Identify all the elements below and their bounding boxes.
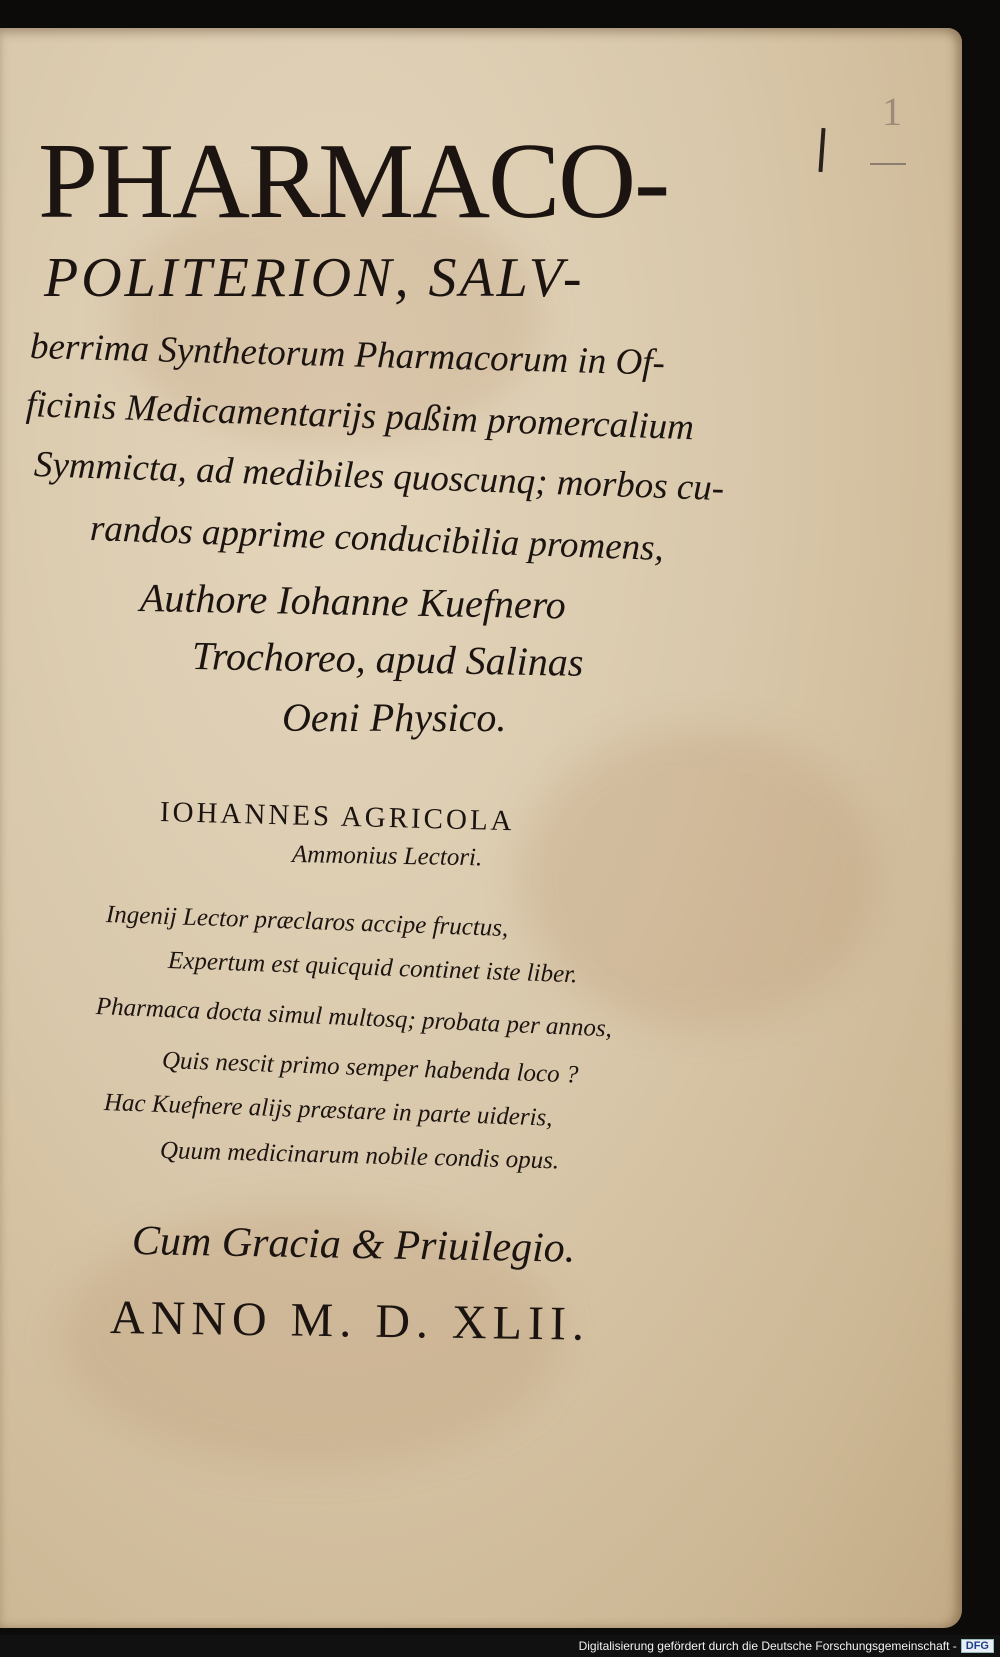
title-line-3: berrima Synthetorum Pharmacorum in Of- [29,326,666,384]
epigram-subheading: Ammonius Lectori. [291,841,483,872]
dfg-logo: DFG [961,1639,994,1653]
verse-line-3: Pharmaca docta simul multosq; probata per annos, [95,993,613,1043]
title-line-4: ficinis Medicamentarijs paßim promercalium [25,384,695,449]
verse-line-1: Ingenij Lector præclaros accipe fructus, [105,901,509,943]
imprint-year: ANNO M. D. XLII. [109,1291,591,1351]
pencil-dash [870,163,906,165]
title-line-8: Trochoreo, apud Salinas [191,633,584,685]
corner-page-number: 1 [882,89,902,134]
digitization-credit-text: Digitalisierung gefördert durch die Deutsche Forschungsgemeinschaft - [578,1639,957,1653]
title-line-2: POLITERION, SALV- [44,247,585,309]
epigram-heading: IOHANNES AGRICOLA [159,796,516,838]
title-line-7: Authore Iohanne Kuefnero [139,575,567,628]
title-line-1: PHARMACO- [38,122,669,241]
pencil-mark [818,128,825,172]
title-line-9: Oeni Physico. [282,695,507,740]
verse-line-6: Quum medicinarum nobile condis opus. [159,1137,560,1175]
verse-line-2: Expertum est quicquid continet iste liber. [167,947,578,989]
privilege-line: Cum Gracia & Priuilegio. [131,1218,576,1272]
digitization-credit-bar [0,1635,1000,1657]
book-page [0,28,962,1628]
verse-line-4: Quis nescit primo semper habenda loco ? [161,1047,579,1089]
verse-line-5: Hac Kuefnere alijs præstare in parte uideris, [103,1089,554,1132]
title-line-5: Symmicta, ad medibiles quoscunq; morbos cu- [33,444,725,510]
title-line-6: randos apprime conducibilia promens, [89,508,665,570]
